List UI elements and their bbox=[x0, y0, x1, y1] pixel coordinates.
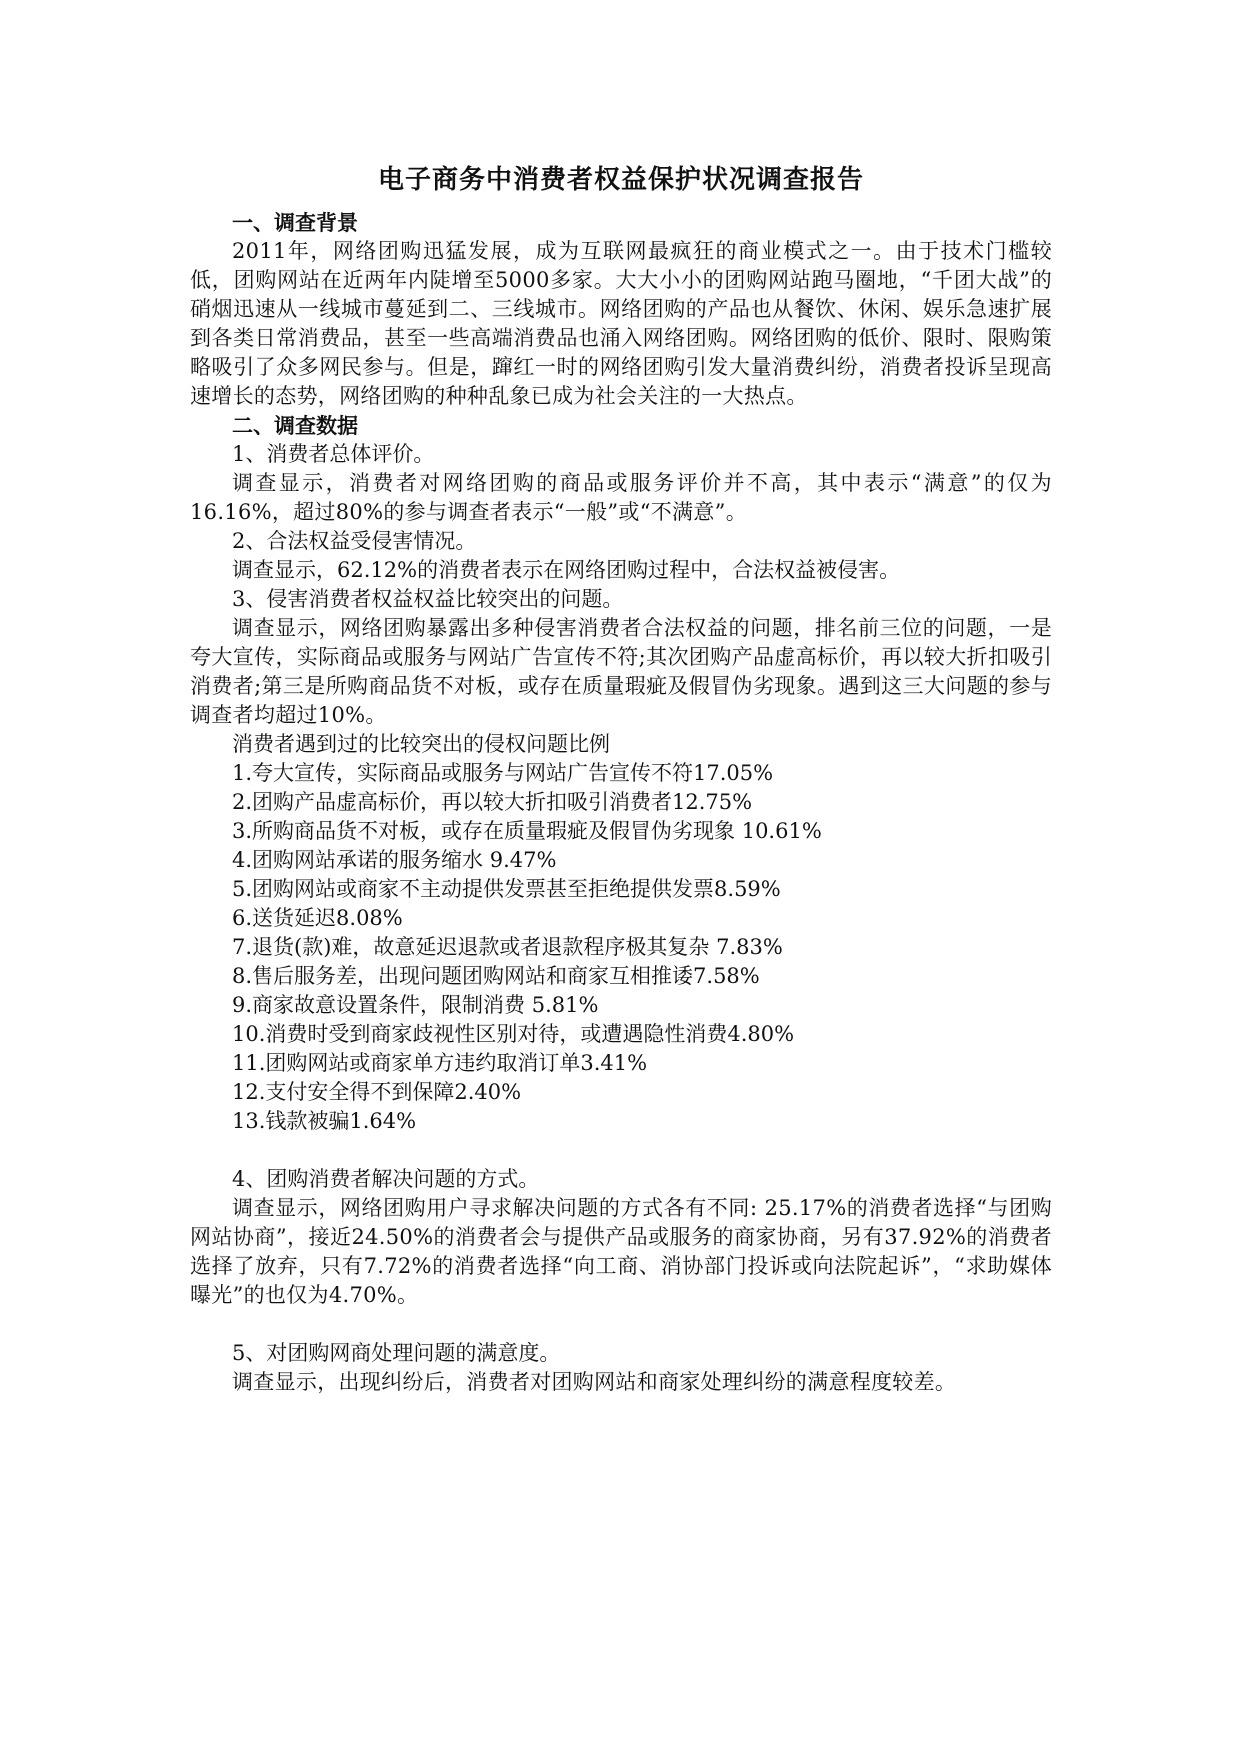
list-item: 4.团购网站承诺的服务缩水 9.47% bbox=[232, 848, 557, 872]
list-item: 5.团购网站或商家不主动提供发票甚至拒绝提供发票8.59% bbox=[232, 877, 781, 901]
item2-paragraph: 调查显示，62.12%的消费者表示在网络团购过程中，合法权益被侵害。 bbox=[232, 558, 901, 582]
item5-title: 5、对团购网商处理问题的满意度。 bbox=[232, 1341, 561, 1365]
document-title: 电子商务中消费者权益保护状况调查报告 bbox=[377, 165, 864, 195]
item2-title: 2、合法权益受侵害情况。 bbox=[232, 529, 477, 553]
section-heading-background: 一、调查背景 bbox=[232, 210, 358, 235]
list-item: 12.支付安全得不到保障2.40% bbox=[232, 1080, 522, 1104]
item3-paragraph: 调查显示，网络团购暴露出多种侵害消费者合法权益的问题，排名前三位的问题，一是夸大宣传，实际商品或服务与网站广告宣传不符;其次团购产品虚高标价，再以较大折扣吸引消费者;第三是所购商品货不对板，或存在质量瑕疵及假冒伪劣现象。遇到这三大问题的参与调查者均超过10%。 bbox=[190, 616, 1052, 727]
list-item: 6.送货延迟8.08% bbox=[232, 906, 403, 930]
item1-title: 1、消费者总体评价。 bbox=[232, 442, 435, 466]
list-item: 11.团购网站或商家单方违约取消订单3.41% bbox=[232, 1051, 648, 1075]
item3-title: 3、侵害消费者权益权益比较突出的问题。 bbox=[232, 587, 624, 611]
list-item: 3.所购商品货不对板，或存在质量瑕疵及假冒伪劣现象 10.61% bbox=[232, 819, 822, 843]
spacer bbox=[190, 1136, 1052, 1165]
item4-paragraph: 调查显示，网络团购用户寻求解决问题的方式各有不同: 25.17%的消费者选择“与团购网站协商”，接近24.50%的消费者会与提供产品或服务的商家协商，另有37.92%的消费者选择了放弃，只有7.72%的消费者选择“向工商、消协部门投诉或向法院起诉”，“求助媒体曝光”的也仅为4.70%。 bbox=[190, 1196, 1052, 1307]
list-item: 13.钱款被骗1.64% bbox=[232, 1109, 417, 1133]
item5-paragraph: 调查显示，出现纠纷后，消费者对团购网站和商家处理纠纷的满意程度较差。 bbox=[232, 1370, 957, 1394]
list-item: 10.消费时受到商家歧视性区别对待，或遭遇隐性消费4.80% bbox=[232, 1022, 795, 1046]
spacer bbox=[190, 1310, 1052, 1339]
list-item: 1.夸大宣传，实际商品或服务与网站广告宣传不符17.05% bbox=[232, 761, 774, 785]
list-item: 9.商家故意设置条件，限制消费 5.81% bbox=[232, 993, 599, 1017]
list-item: 7.退货(款)难，故意延迟退款或者退款程序极其复杂 7.83% bbox=[232, 935, 783, 959]
issue-list-title: 消费者遇到过的比较突出的侵权问题比例 bbox=[232, 732, 610, 756]
issue-list bbox=[190, 759, 1052, 1136]
background-paragraph: 2011年，网络团购迅猛发展，成为互联网最疯狂的商业模式之一。由于技术门槛较低，团购网站在近两年内陡增至5000多家。大大小小的团购网站跑马圈地，“千团大战”的硝烟迅速从一线城市蔓延到二、三线城市。网络团购的产品也从餐饮、休闲、娱乐急速扩展到各类日常消费品，甚至一些高端消费品也涌入网络团购。网络团购的低价、限时、限购策略吸引了众多网民参与。但是，蹿红一时的网络团购引发大量消费纠纷，消费者投诉呈现高速增长的态势，网络团购的种种乱象已成为社会关注的一大热点。 bbox=[190, 239, 1052, 408]
list-item: 2.团购产品虚高标价，再以较大折扣吸引消费者12.75% bbox=[232, 790, 753, 814]
document-page bbox=[190, 160, 1052, 1397]
list-item: 8.售后服务差，出现问题团购网站和商家互相推诿7.58% bbox=[232, 964, 760, 988]
item1-paragraph: 调查显示，消费者对网络团购的商品或服务评价并不高，其中表示“满意”的仅为16.16%，超过80%的参与调查者表示“一般”或“不满意”。 bbox=[190, 471, 1052, 524]
item4-title: 4、团购消费者解决问题的方式。 bbox=[232, 1167, 540, 1191]
section-heading-data: 二、调查数据 bbox=[232, 413, 358, 438]
